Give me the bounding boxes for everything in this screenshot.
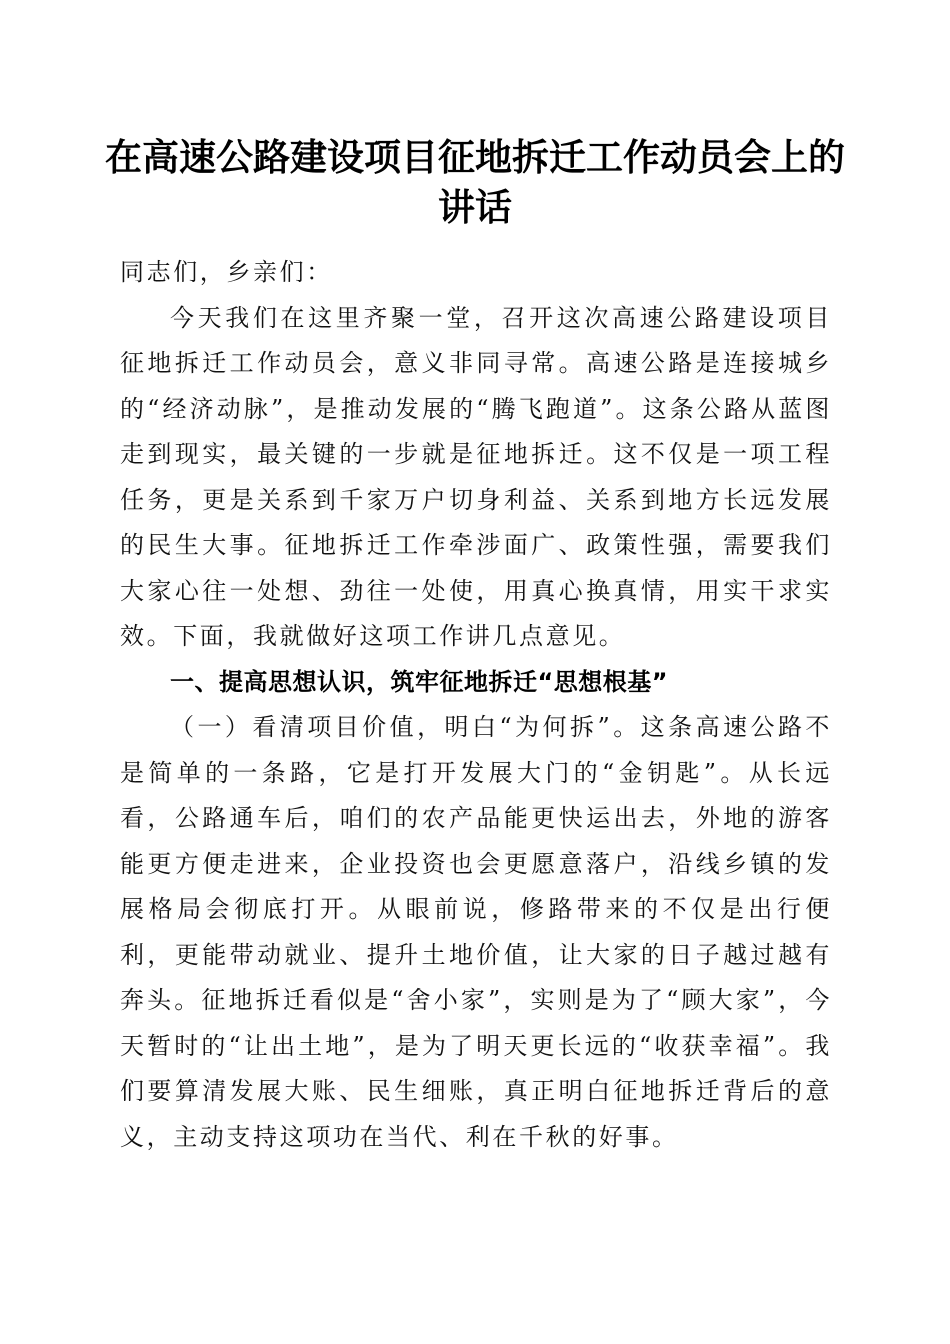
section-heading: 一、提高思想认识，筑牢征地拆迁“思想根基” bbox=[170, 667, 669, 696]
document-title: 在高速公路建设项目征地拆迁工作动员会上的讲话 bbox=[105, 135, 845, 229]
section-paragraph: （一）看清项目价值，明白“为何拆”。这条高速公路不是简单的一条路，它是打开发展大门的“金钥匙”。从长远看，公路通车后，咱们的农产品能更快运出去，外地的游客能更方便走进来，企业投资也会更愿意落户，沿线乡镇的发展格局会彻底打开。从眼前说，修路带来的不仅是出行便利，更能带动就业、提升土地价值，让大家的日子越过越有奔头。征地拆迁看似是“舍小家”，实则是为了“顾大家”，今天暂时的“让出土地”，是为了明天更长远的“收获幸福”。我们要算清发展大账、民生细账，真正明白征地拆迁背后的意义，主动支持这项功在当代、利在千秋的好事。 bbox=[120, 713, 832, 1151]
document-body bbox=[120, 250, 832, 1160]
salutation: 同志们，乡亲们： bbox=[120, 258, 333, 286]
intro-paragraph: 今天我们在这里齐聚一堂，召开这次高速公路建设项目征地拆迁工作动员会，意义非同寻常。高速公路是连接城乡的“经济动脉”，是推动发展的“腾飞跑道”。这条公路从蓝图走到现实，最关键的一步就是征地拆迁。这不仅是一项工程任务，更是关系到千家万户切身利益、关系到地方长远发展的民生大事。征地拆迁工作牵涉面广、政策性强，需要我们大家心往一处想、劲往一处使，用真心换真情，用实干求实效。下面，我就做好这项工作讲几点意见。 bbox=[120, 303, 832, 650]
